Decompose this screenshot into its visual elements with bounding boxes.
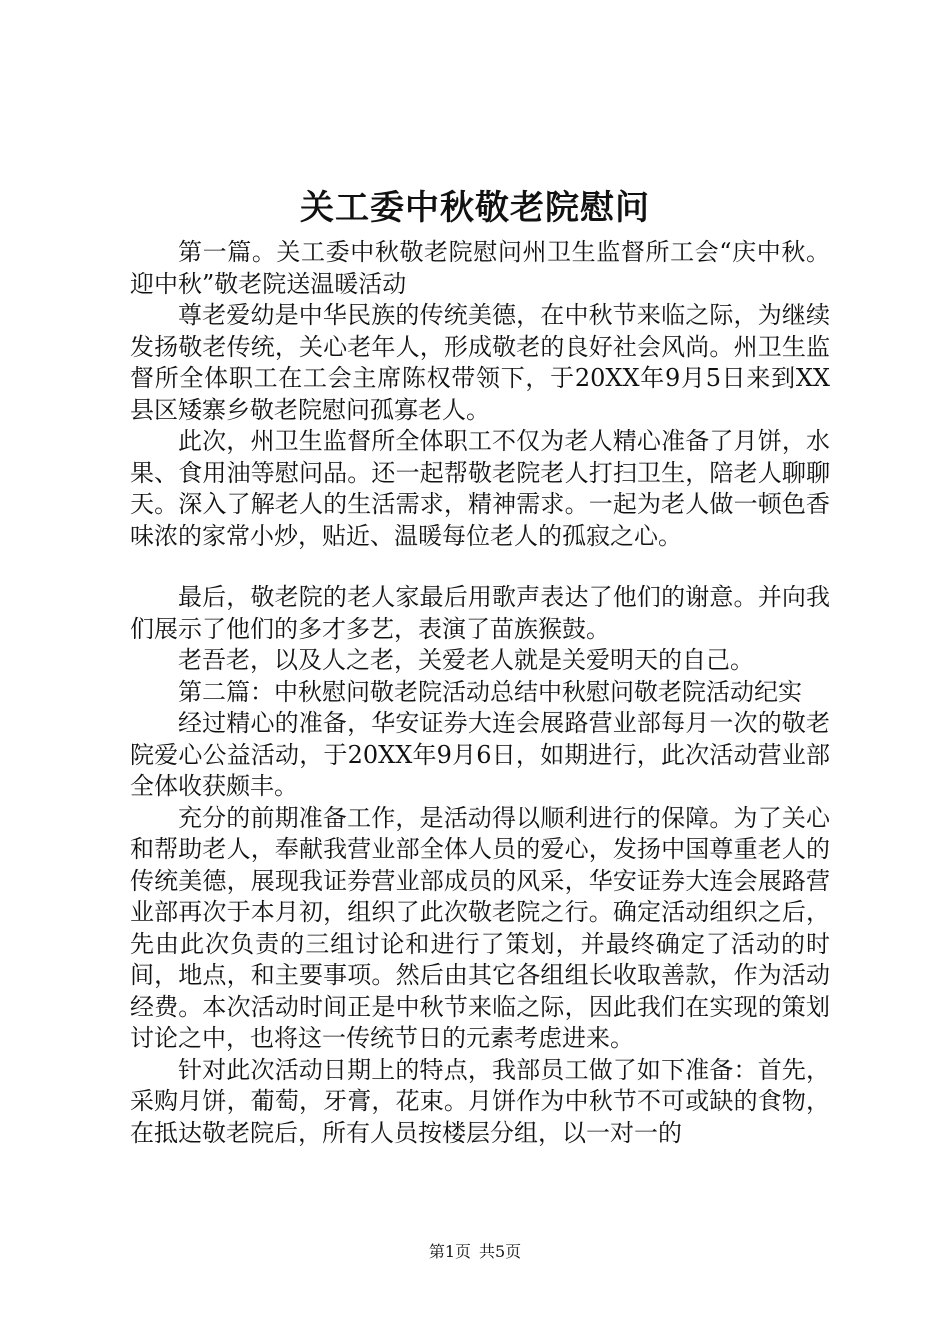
document-title: 关工委中秋敬老院慰问 <box>300 188 650 228</box>
document-body <box>130 237 830 1149</box>
page-total: 共5页 <box>479 1242 522 1261</box>
paragraph: 针对此次活动日期上的特点，我部员工做了如下准备：首先，采购月饼，葡萄，牙膏，花束。月饼作为中秋节不可或缺的食物，在抵达敬老院后，所有人员按楼层分组，以一对一的 <box>130 1055 830 1147</box>
paragraph: 最后，敬老院的老人家最后用歌声表达了他们的谢意。并向我们展示了他们的多才多艺，表演了苗族猴鼓。 <box>130 583 830 643</box>
paragraph: 老吾老，以及人之老，关爱老人就是关爱明天的自己。 <box>178 646 754 674</box>
paragraph-spacer <box>130 552 830 582</box>
paragraph: 第一篇。关工委中秋敬老院慰问州卫生监督所工会“庆中秋。迎中秋”敬老院送温暖活动 <box>130 238 830 298</box>
paragraph: 经过精心的准备，华安证券大连会展路营业部每月一次的敬老院爱心公益活动，于20XX年9月6日，如期进行，此次活动营业部全体收获颇丰。 <box>130 709 830 800</box>
page-number: 第1页 <box>428 1242 471 1261</box>
paragraph: 此次，州卫生监督所全体职工不仅为老人精心准备了月饼，水果、食用油等慰问品。还一起帮敬老院老人打扫卫生，陪老人聊聊天。深入了解老人的生活需求，精神需求。一起为老人做一顿色香味浓的家常小炒，贴近、温暖每位老人的孤寂之心。 <box>130 427 830 550</box>
page-footer <box>0 1240 950 1264</box>
paragraph: 尊老爱幼是中华民族的传统美德，在中秋节来临之际，为继续发扬敬老传统，关心老年人，形成敬老的良好社会风尚。州卫生监督所全体职工在工会主席陈权带领下，于20XX年9月5日来到XX县区矮寨乡敬老院慰问孤寡老人。 <box>130 301 830 424</box>
paragraph: 第二篇：中秋慰问敬老院活动总结中秋慰问敬老院活动纪实 <box>178 677 802 706</box>
paragraph: 充分的前期准备工作，是活动得以顺利进行的保障。为了关心和帮助老人，奉献我营业部全体人员的爱心，发扬中国尊重老人的传统美德，展现我证券营业部成员的风采，华安证券大连会展路营业部再次于本月初，组织了此次敬老院之行。确定活动组织之后，先由此次负责的三组讨论和进行了策划，并最终确定了活动的时间，地点，和主要事项。然后由其它各组组长收取善款，作为活动经费。本次活动时间正是中秋节来临之际，因此我们在实现的策划讨论之中，也将这一传统节日的元素考虑进来。 <box>130 803 830 1052</box>
